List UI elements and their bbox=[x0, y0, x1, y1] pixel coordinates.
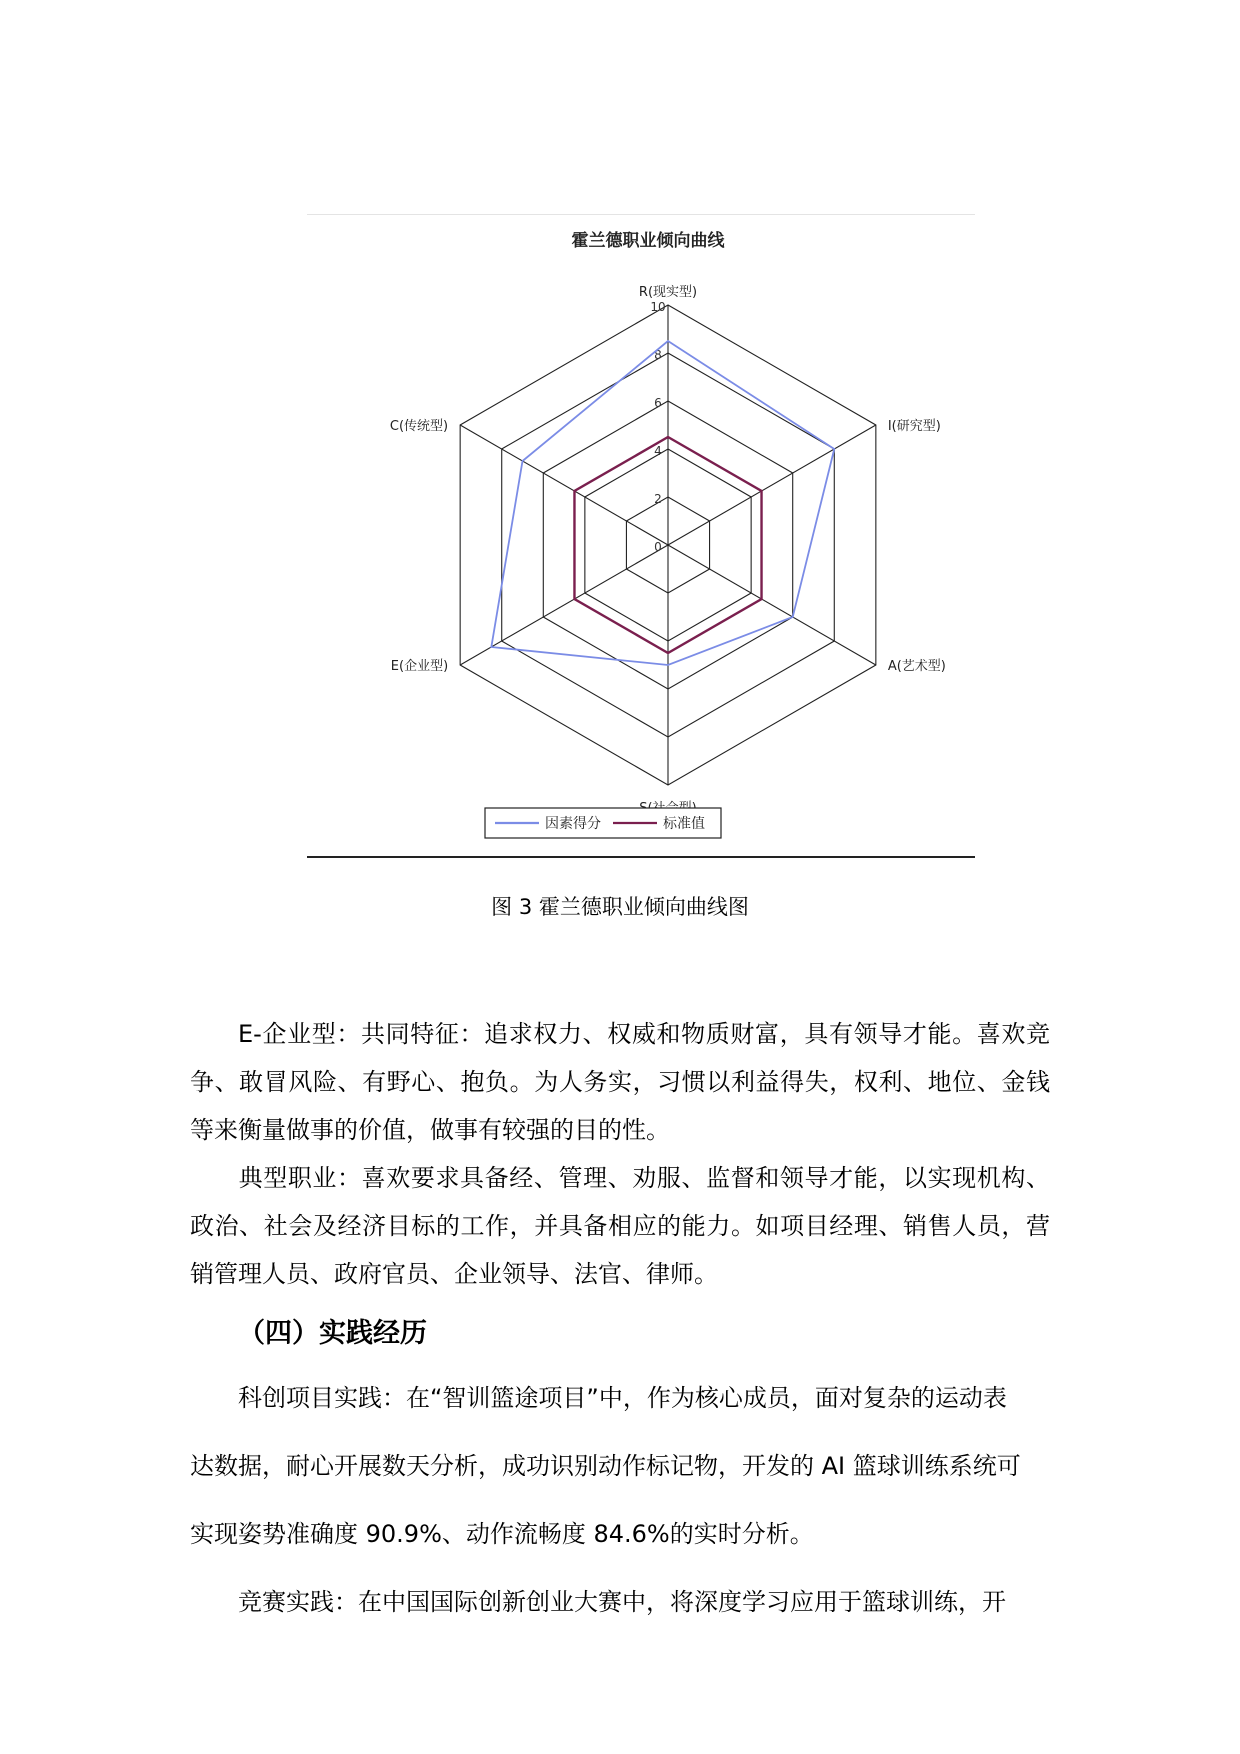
paragraph-enterprise-type bbox=[190, 1010, 1050, 1154]
scale-label-4: 4 bbox=[654, 444, 662, 458]
practice-line-1: 科创项目实践：在“智训篮途项目”中，作为核心成员，面对复杂的运动表 bbox=[238, 1384, 1007, 1412]
practice-line-3: 实现姿势准确度 90.9%、动作流畅度 84.6%的实时分析。 bbox=[190, 1520, 814, 1548]
section-heading: （四）实践经历 bbox=[238, 1318, 427, 1349]
chart-title: 霍兰德职业倾向曲线 bbox=[571, 231, 725, 251]
paragraph-enterprise-type-text: E-企业型：共同特征：追求权力、权威和物质财富，具有领导才能。喜欢竞争、敢冒风险、有野心、抱负。为人务实，习惯以利益得失，权利、地位、金钱等来衡量做事的价值，做事有较强的目的性。 bbox=[190, 1020, 1050, 1144]
spoke-1 bbox=[668, 425, 876, 545]
practice-line-4: 竞赛实践：在中国国际创新创业大赛中，将深度学习应用于篮球训练，开 bbox=[238, 1588, 1006, 1616]
axis-label-0: R(现实型) bbox=[638, 285, 698, 300]
figure-caption: 图 3 霍兰德职业倾向曲线图 bbox=[491, 895, 749, 919]
scale-label-10: 10 bbox=[650, 300, 666, 314]
spoke-5 bbox=[460, 425, 668, 545]
figure-bottom-rule bbox=[307, 856, 975, 858]
axis-label-1: I(研究型) bbox=[887, 419, 941, 434]
scale-label-6: 6 bbox=[654, 396, 662, 410]
legend-label-1: 标准值 bbox=[663, 816, 705, 832]
practice-line-2: 达数据，耐心开展数天分析，成功识别动作标记物，开发的 AI 篮球训练系统可 bbox=[190, 1452, 1021, 1480]
paragraph-typical-jobs bbox=[190, 1154, 1050, 1298]
scale-label-8: 8 bbox=[654, 348, 662, 362]
axis-label-5: C(传统型) bbox=[389, 419, 449, 434]
axis-label-2: A(艺术型) bbox=[887, 659, 946, 674]
axis-label-4: E(企业型) bbox=[390, 659, 449, 674]
radar-chart bbox=[307, 214, 975, 859]
scale-label-2: 2 bbox=[654, 492, 662, 506]
legend-label-0: 因素得分 bbox=[545, 816, 601, 832]
spoke-2 bbox=[668, 545, 876, 665]
scale-label-0: 0 bbox=[654, 540, 662, 554]
paragraph-typical-jobs-text: 典型职业：喜欢要求具备经、管理、劝服、监督和领导才能，以实现机构、政治、社会及经济目标的工作，并具备相应的能力。如项目经理、销售人员，营销管理人员、政府官员、企业领导、法官、律师。 bbox=[190, 1164, 1050, 1288]
holland-figure bbox=[307, 214, 975, 859]
